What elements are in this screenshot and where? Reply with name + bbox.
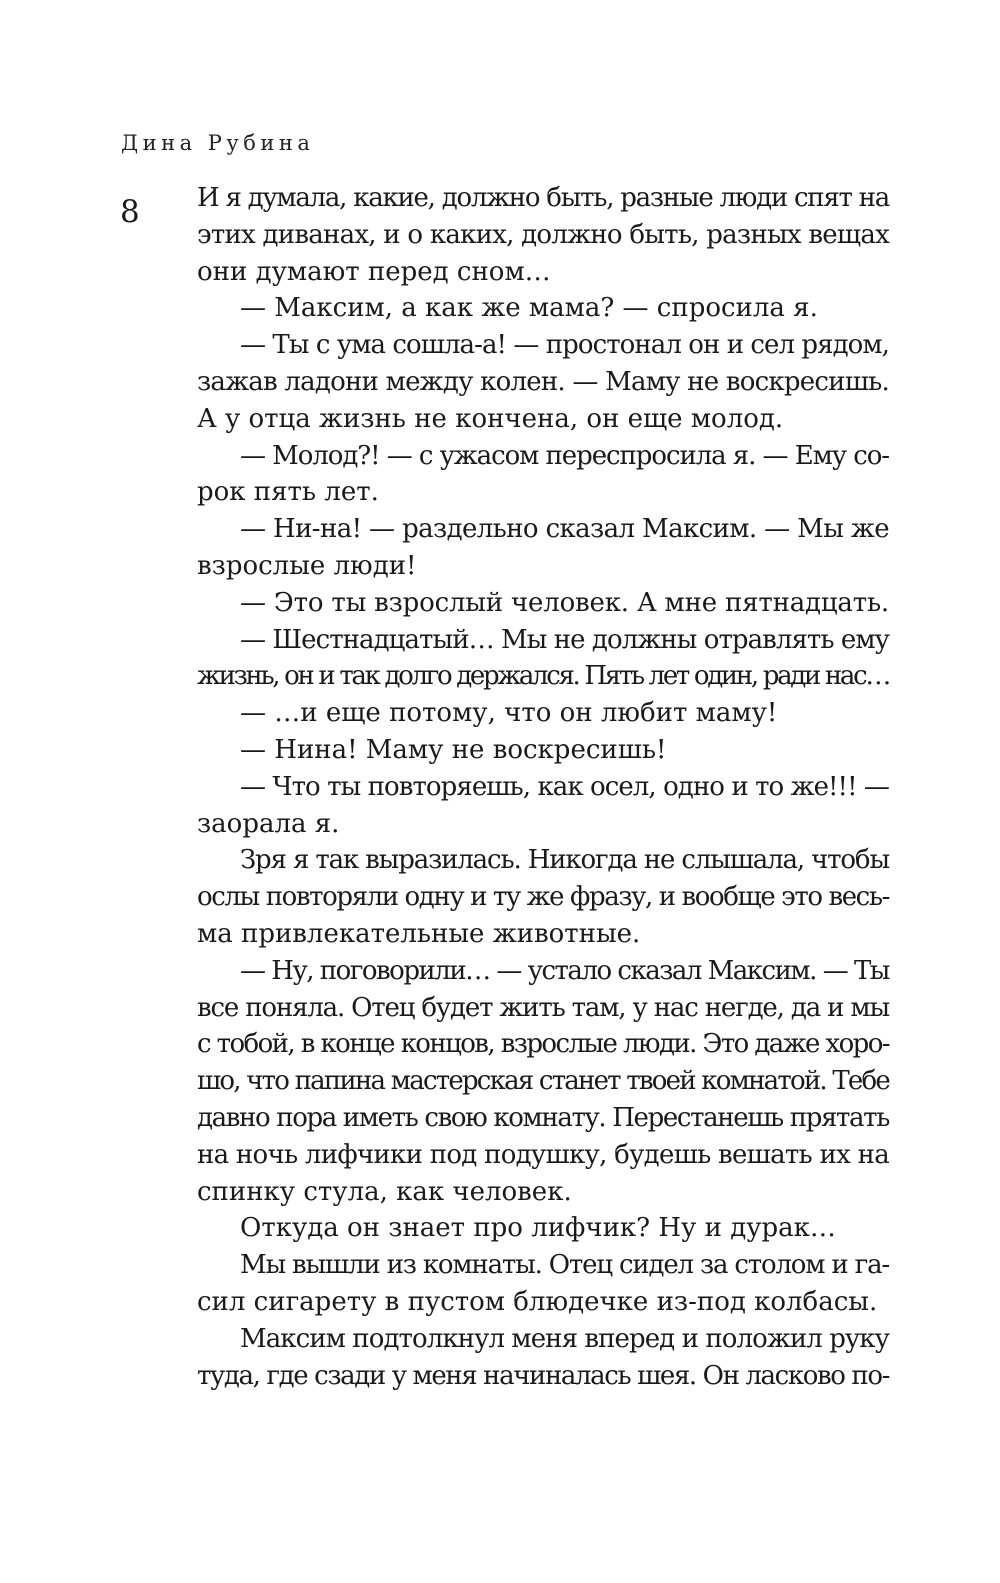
text-line: на ночь лифчики под подушку, будешь вешать их на xyxy=(197,1139,890,1170)
text-line: — Молод?! — с ужасом переспросила я. — Ему со- xyxy=(240,440,890,471)
text-line: этих диванах, и о каких, должно быть, разных вещах xyxy=(197,219,889,250)
text-line: сил сигарету в пустом блюдечке из-под колбасы. xyxy=(197,1286,878,1317)
text-line: туда, где сзади у меня начиналась шея. Он ласково по- xyxy=(197,1360,889,1391)
page-number: 8 xyxy=(120,194,140,230)
text-line: Зря я так выразилась. Никогда не слышала, чтобы xyxy=(240,845,889,876)
text-line: — Ты с ума сошла-а! — простонал он и сел рядом, xyxy=(240,330,890,361)
text-line: давно пора иметь свою комнату. Перестанешь прятать xyxy=(197,1102,889,1133)
text-line: — Максим, а как же мама? — спросила я. xyxy=(240,293,818,324)
text-line: с тобой, в конце концов, взрослые люди. Это даже хоро- xyxy=(197,1029,890,1060)
text-line: спинку стула, как человек. xyxy=(197,1176,572,1207)
text-line: Максим подтолкнул меня вперед и положил руку xyxy=(240,1323,890,1354)
body-text xyxy=(197,180,889,1394)
text-line: рок пять лет. xyxy=(197,477,379,508)
text-line: ослы повторяли одну и ту же фразу, и вообще это весь- xyxy=(197,882,889,913)
text-line: — …и еще потому, что он любит маму! xyxy=(240,698,778,729)
text-line: А у отца жизнь не кончена, он еще молод. xyxy=(197,403,784,434)
text-line: — Шестнадцатый… Мы не должны отравлять ему xyxy=(240,624,889,655)
text-line: И я думала, какие, должно быть, разные люди спят на xyxy=(197,183,890,213)
running-head-author: Дина Рубина xyxy=(121,131,315,155)
text-line: — Что ты повторяешь, как осел, одно и то же!!! — xyxy=(240,771,889,802)
text-line: — Ну, поговорили… — устало сказал Максим. — Ты xyxy=(240,955,889,986)
text-line: жизнь, он и так долго держался. Пять лет один, ради нас… xyxy=(197,661,889,692)
text-line: — Нина! Маму не воскресишь! xyxy=(240,734,667,765)
text-line: заорала я. xyxy=(197,808,340,839)
text-line: — Это ты взрослый человек. А мне пятнадцать. xyxy=(240,587,890,618)
text-line: Откуда он знает про лифчик? Ну и дурак… xyxy=(240,1213,836,1244)
text-line: зажав ладони между колен. — Маму не воскресишь. xyxy=(197,366,889,397)
text-line: Мы вышли из комнаты. Отец сидел за столом и га- xyxy=(240,1250,890,1281)
text-line: все поняла. Отец будет жить там, у нас негде, да и мы xyxy=(197,992,889,1023)
text-line: они думают перед сном… xyxy=(197,256,551,287)
text-line: взрослые люди! xyxy=(197,550,417,581)
text-line: — Ни-на! — раздельно сказал Максим. — Мы же xyxy=(240,514,889,545)
text-line: ма привлекательные животные. xyxy=(197,918,641,949)
text-line: шо, что папина мастерская станет твоей комнатой. Тебе xyxy=(197,1066,890,1097)
